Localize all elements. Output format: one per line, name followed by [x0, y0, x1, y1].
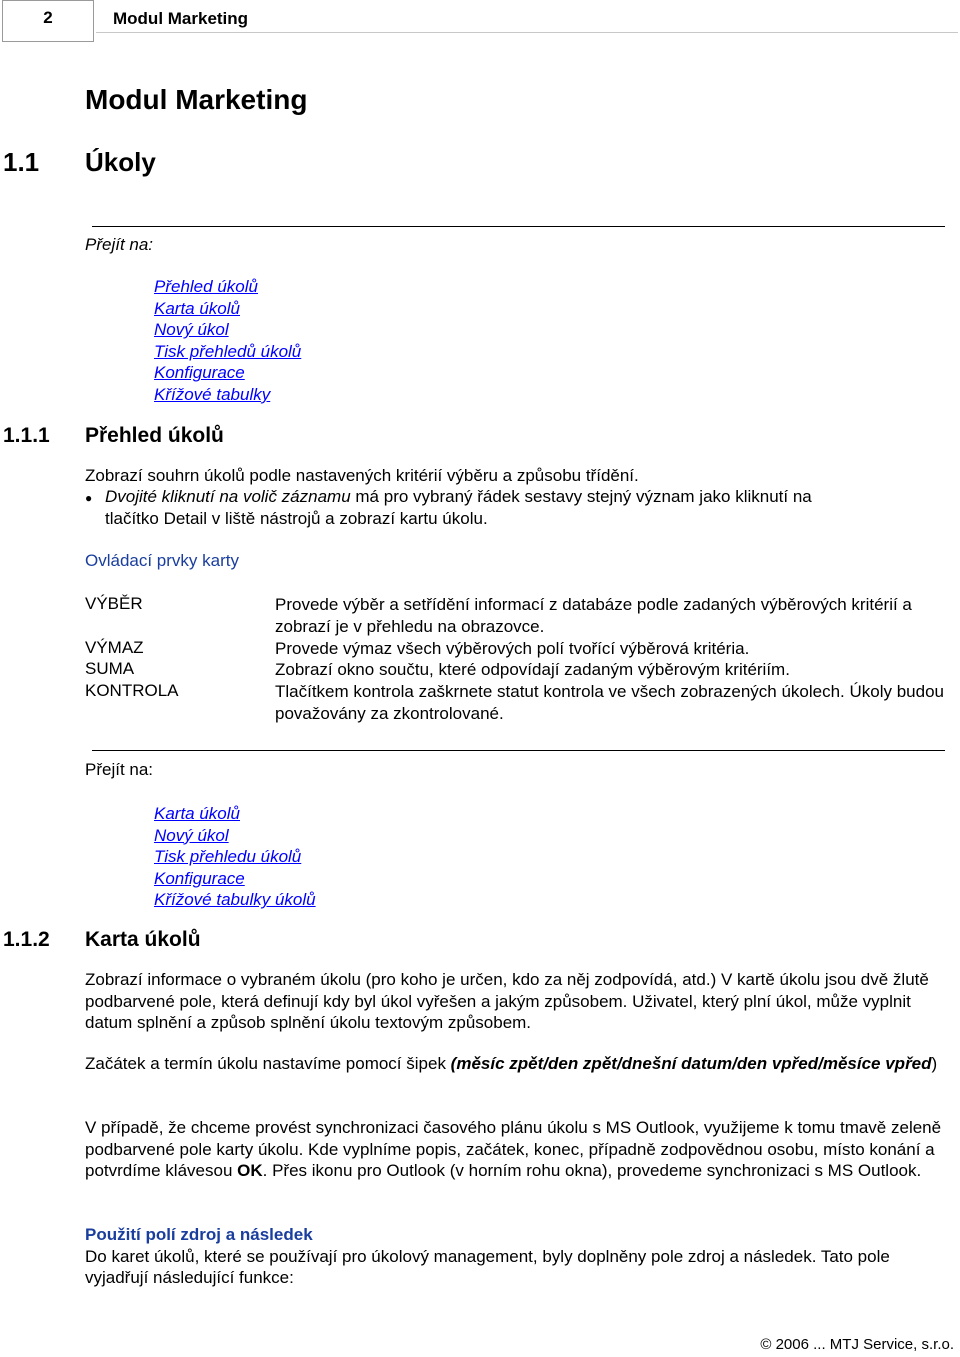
link-karta-ukolu-2[interactable]: Karta úkolů — [154, 804, 240, 823]
card-paragraph-3 — [85, 1117, 955, 1182]
bullet-italic: Dvojité kliknutí na volič záznamu — [105, 487, 351, 506]
goto-links-2 — [154, 803, 316, 911]
link-krizove-tabulky[interactable]: Křížové tabulky — [154, 384, 271, 404]
control-label-vyber: VÝBĚR — [85, 594, 143, 613]
subsection-number: 1.1.1 — [3, 424, 50, 447]
card-paragraph-1: Zobrazí informace o vybraném úkolu (pro koho je určen, kdo za něj zodpovídá, atd.) V kartě úkolu jsou dvě žlutě podbarvené pole, která definují kdy byl úkol vyřešen a jakým způsobem. Uživatel, který plní úkol, může vyplnit datum splnění a způsob splnění úkolu textovým způsobem. — [85, 970, 929, 1033]
control-label-kontrola: KONTROLA — [85, 681, 179, 700]
header-divider — [96, 32, 958, 33]
link-tisk-prehledu-ukolu-2[interactable]: Tisk přehledu úkolů — [154, 847, 302, 867]
link-prehled-ukolu[interactable]: Přehled úkolů — [154, 277, 258, 296]
card-p3-part2: . Přes ikonu pro Outlook (v horním rohu okna), provedeme synchronizaci s MS Outlook. — [262, 1161, 922, 1181]
goto-divider — [92, 226, 945, 227]
control-desc-kontrola: Tlačítkem kontrola zaškrnete statut kontrola ve všech zobrazených úkolech. Úkoly budou považovány za zkontrolované. — [275, 682, 945, 723]
control-label-vymaz: VÝMAZ — [85, 638, 144, 657]
card-p2-suffix: ) — [931, 1054, 938, 1073]
controls-heading: Ovládací prvky karty — [85, 551, 239, 570]
control-desc-vyber: Provede výběr a setřídění informací z databáze podle zadaných výběrových kritérií a zobrazí je v přehledu na obrazovce. — [275, 595, 912, 636]
bullet-item — [105, 486, 955, 529]
control-label-suma: SUMA — [85, 659, 135, 678]
link-novy-ukol-2[interactable]: Nový úkol — [154, 825, 229, 845]
card-p3-part1: V případě, že chceme provést synchronizaci časového plánu úkolu s MS Outlook, využijeme k tomu tmavě zeleně podbarvené pole karty úkolu. Kde vyplníme popis, začátek, konec, případně zodpovědnou osobu, místo konání a potvrdíme klávesou — [85, 1118, 942, 1181]
goto-label: Přejít na: — [85, 235, 154, 254]
control-desc-vymaz: Provede výmaz všech výběrových polí tvořící výběrová kritéria. — [275, 639, 750, 658]
card-paragraph-4 — [85, 1224, 955, 1289]
subsection-title-2: Karta úkolů — [85, 928, 201, 951]
goto-links — [154, 276, 301, 406]
goto-divider-2 — [92, 750, 945, 751]
subsection-number-2: 1.1.2 — [3, 928, 50, 951]
chapter-title: Modul Marketing — [85, 84, 308, 115]
intro-paragraph: Zobrazí souhrn úkolů podle nastavených kritérií výběru a způsobu třídění. — [85, 466, 639, 485]
fields-heading: Použití polí zdroj a následek — [85, 1225, 313, 1244]
link-konfigurace-2[interactable]: Konfigurace — [154, 868, 245, 888]
card-paragraph-2 — [85, 1053, 955, 1075]
link-krizove-tabulky-ukolu[interactable]: Křížové tabulky úkolů — [154, 890, 316, 910]
link-novy-ukol[interactable]: Nový úkol — [154, 320, 229, 340]
bullet-rest: má pro vybraný řádek sestavy stejný význam jako kliknutí na — [350, 487, 812, 506]
card-p2-prefix: Začátek a termín úkolu nastavíme pomocí šipek — [85, 1054, 451, 1073]
subsection-title: Přehled úkolů — [85, 424, 224, 447]
goto-label-2: Přejít na: — [85, 760, 154, 779]
bullet-icon: ● — [85, 491, 93, 505]
card-p2-arrows: (měsíc zpět/den zpět/dnešní datum/den vpřed/měsíce vpřed — [450, 1054, 932, 1073]
control-desc-suma: Zobrazí okno součtu, které odpovídají zadaným výběrovým kritériím. — [275, 660, 790, 679]
section-number: 1.1 — [3, 147, 40, 177]
link-konfigurace[interactable]: Konfigurace — [154, 363, 245, 383]
card-p3-key: OK — [237, 1161, 263, 1181]
link-karta-ukolu[interactable]: Karta úkolů — [154, 298, 240, 318]
fields-text: Do karet úkolů, které se používají pro úkolový management, byly doplněny pole zdroj a následek. Tato pole vyjadřují následující funkce: — [85, 1246, 890, 1288]
link-tisk-prehledu-ukolu[interactable]: Tisk přehledů úkolů — [154, 341, 302, 361]
bullet-line2: tlačítko Detail v liště nástrojů a zobrazí kartu úkolu. — [105, 508, 488, 528]
running-header-title: Modul Marketing — [113, 9, 249, 28]
section-title: Úkoly — [85, 147, 156, 177]
page-number: 2 — [43, 8, 53, 27]
footer-copyright: © 2006 ... MTJ Service, s.r.o. — [760, 1336, 954, 1353]
